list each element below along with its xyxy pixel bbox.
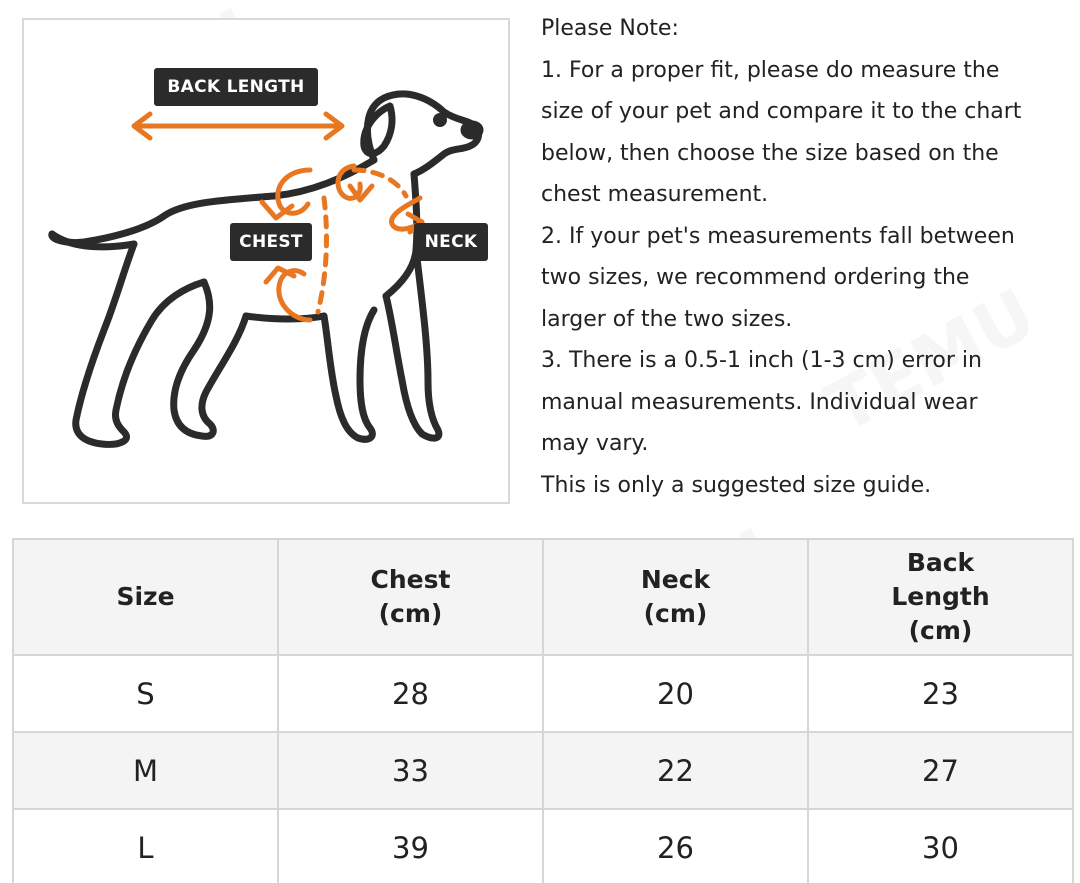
notes-line: manual measurements. Individual wear	[541, 389, 978, 415]
table-header-row	[13, 539, 1073, 655]
notes-line: two sizes, we recommend ordering the	[541, 265, 970, 290]
header-chest-text: Chest	[370, 565, 451, 594]
notes-heading: Please Note:	[541, 16, 679, 41]
cell-size: M	[13, 732, 278, 809]
notes-line: size of your pet and compare it to the chart	[541, 99, 1022, 124]
header-back-length-text: Length	[891, 582, 990, 611]
notes-line: below, then choose the size based on the	[541, 140, 999, 166]
table-row	[13, 809, 1073, 883]
header-size	[13, 539, 278, 655]
notes-line: This is only a suggested size guide.	[541, 472, 932, 498]
chest-tag: CHEST	[230, 223, 312, 261]
cell-neck: 22	[543, 732, 808, 809]
header-neck-unit: (cm)	[643, 599, 708, 628]
cell-neck: 20	[543, 655, 808, 732]
notes-line: 1. For a proper fit, please do measure the	[541, 57, 1000, 83]
header-neck	[543, 539, 808, 655]
back-length-tag: BACK LENGTH	[154, 68, 318, 106]
header-back-length-unit: (cm)	[908, 616, 973, 645]
notes-line: chest measurement.	[541, 182, 769, 207]
cell-back-length: 23	[808, 655, 1073, 732]
notes-line: may vary.	[541, 431, 649, 456]
header-size-text: Size	[116, 582, 175, 611]
header-back-length	[808, 539, 1073, 655]
header-back-length-text: Back	[906, 548, 975, 577]
neck-tag: NECK	[414, 223, 488, 261]
header-neck-text: Neck	[640, 565, 711, 594]
notes-line: larger of the two sizes.	[541, 306, 793, 332]
dog-outline	[52, 94, 480, 444]
measurement-guides	[134, 114, 422, 320]
cell-chest: 33	[278, 732, 543, 809]
size-notes	[541, 8, 1071, 506]
notes-line: 2. If your pet's measurements fall between	[541, 223, 1015, 249]
cell-chest: 39	[278, 809, 543, 883]
dog-measurement-diagram	[22, 18, 510, 504]
header-chest	[278, 539, 543, 655]
cell-neck: 26	[543, 809, 808, 883]
cell-back-length: 30	[808, 809, 1073, 883]
size-chart-table	[12, 538, 1074, 883]
header-chest-unit: (cm)	[378, 599, 443, 628]
table-row	[13, 655, 1073, 732]
cell-back-length: 27	[808, 732, 1073, 809]
chest-dashed-line	[318, 198, 326, 312]
cell-size: S	[13, 655, 278, 732]
cell-size: L	[13, 809, 278, 883]
table-row	[13, 732, 1073, 809]
cell-chest: 28	[278, 655, 543, 732]
notes-line: 3. There is a 0.5-1 inch (1-3 cm) error in	[541, 348, 982, 373]
